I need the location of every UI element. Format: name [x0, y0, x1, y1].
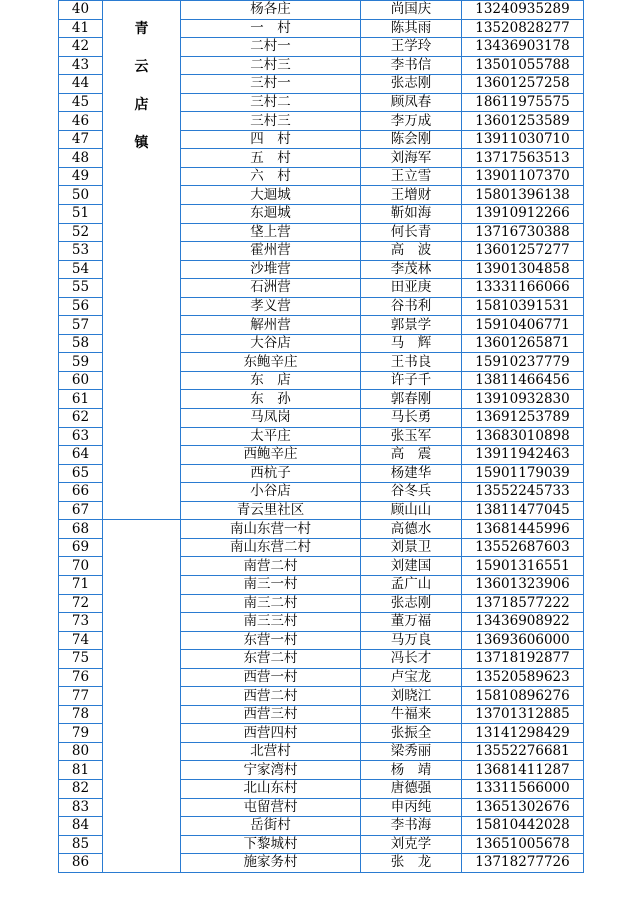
phone-number: 13910932830	[462, 390, 584, 409]
phone-number: 13436908922	[462, 613, 584, 632]
village-name: 北山东村	[181, 779, 361, 798]
village-name: 北营村	[181, 742, 361, 761]
phone-number: 13716730388	[462, 223, 584, 242]
phone-number: 13552276681	[462, 742, 584, 761]
row-number: 60	[59, 371, 103, 390]
town-cell	[103, 520, 181, 872]
village-name: 下黎城村	[181, 835, 361, 854]
phone-number: 13681445996	[462, 520, 584, 539]
village-name: 解州营	[181, 316, 361, 335]
village-name: 东营一村	[181, 631, 361, 650]
row-number: 75	[59, 650, 103, 669]
village-name: 二村一	[181, 38, 361, 57]
village-name: 三村三	[181, 112, 361, 131]
village-name: 南三二村	[181, 594, 361, 613]
phone-number: 15901179039	[462, 464, 584, 483]
row-number: 56	[59, 297, 103, 316]
contact-person: 李茂林	[361, 260, 462, 279]
contact-person: 高 震	[361, 446, 462, 465]
phone-number: 13901107370	[462, 167, 584, 186]
row-number: 40	[59, 1, 103, 20]
row-number: 57	[59, 316, 103, 335]
phone-number: 13693606000	[462, 631, 584, 650]
row-number: 48	[59, 149, 103, 168]
phone-number: 13501055788	[462, 56, 584, 75]
row-number: 69	[59, 538, 103, 557]
contact-person: 王书良	[361, 353, 462, 372]
row-number: 84	[59, 817, 103, 836]
row-number: 50	[59, 186, 103, 205]
row-number: 80	[59, 742, 103, 761]
town-name-char: 青	[134, 21, 149, 37]
phone-number: 15810391531	[462, 297, 584, 316]
village-name: 南山东营一村	[181, 520, 361, 539]
village-name: 沙堆营	[181, 260, 361, 279]
village-contact-table	[58, 0, 584, 873]
phone-number: 13910912266	[462, 205, 584, 224]
village-name: 东 孙	[181, 390, 361, 409]
contact-person: 孟广山	[361, 575, 462, 594]
contact-person: 张志刚	[361, 594, 462, 613]
phone-number: 18611975575	[462, 93, 584, 112]
contact-person: 张振全	[361, 724, 462, 743]
phone-number: 13911942463	[462, 446, 584, 465]
contact-person: 郭景学	[361, 316, 462, 335]
phone-number: 13601323906	[462, 575, 584, 594]
village-name: 小谷店	[181, 483, 361, 502]
row-number: 74	[59, 631, 103, 650]
phone-number: 13601257277	[462, 242, 584, 261]
phone-number: 13701312885	[462, 705, 584, 724]
village-name: 三村二	[181, 93, 361, 112]
row-number: 65	[59, 464, 103, 483]
village-name: 三村一	[181, 75, 361, 94]
village-name: 西鲍辛庄	[181, 446, 361, 465]
row-number: 63	[59, 427, 103, 446]
village-name: 东迴城	[181, 205, 361, 224]
phone-number: 15810896276	[462, 687, 584, 706]
row-number: 49	[59, 167, 103, 186]
village-name: 西营三村	[181, 705, 361, 724]
phone-number: 15901316551	[462, 557, 584, 576]
village-name: 宁家湾村	[181, 761, 361, 780]
contact-person: 马万良	[361, 631, 462, 650]
village-name: 六 村	[181, 167, 361, 186]
contact-person: 高 波	[361, 242, 462, 261]
row-number: 82	[59, 779, 103, 798]
contact-person: 刘海军	[361, 149, 462, 168]
row-number: 76	[59, 668, 103, 687]
contact-person: 许子千	[361, 371, 462, 390]
contact-person: 张 龙	[361, 854, 462, 873]
row-number: 78	[59, 705, 103, 724]
village-name: 大迴城	[181, 186, 361, 205]
contact-person: 张志刚	[361, 75, 462, 94]
village-name: 孝义营	[181, 297, 361, 316]
row-number: 81	[59, 761, 103, 780]
phone-number: 13651302676	[462, 798, 584, 817]
village-name: 西营四村	[181, 724, 361, 743]
village-name: 东 店	[181, 371, 361, 390]
village-name: 南三一村	[181, 575, 361, 594]
row-number: 64	[59, 446, 103, 465]
row-number: 46	[59, 112, 103, 131]
contact-person: 李书海	[361, 817, 462, 836]
village-name: 太平庄	[181, 427, 361, 446]
contact-person: 尚国庆	[361, 1, 462, 20]
row-number: 71	[59, 575, 103, 594]
village-name: 南三三村	[181, 613, 361, 632]
contact-person: 马长勇	[361, 409, 462, 428]
town-cell	[103, 1, 181, 520]
row-number: 41	[59, 19, 103, 38]
row-number: 54	[59, 260, 103, 279]
row-number: 72	[59, 594, 103, 613]
phone-number: 13651005678	[462, 835, 584, 854]
phone-number: 13601265871	[462, 334, 584, 353]
phone-number: 13718577222	[462, 594, 584, 613]
phone-number: 15910406771	[462, 316, 584, 335]
village-name: 岳街村	[181, 817, 361, 836]
village-name: 石洲营	[181, 279, 361, 298]
contact-person: 何长青	[361, 223, 462, 242]
contact-person: 王学玲	[361, 38, 462, 57]
contact-person: 李书信	[361, 56, 462, 75]
contact-person: 靳如海	[361, 205, 462, 224]
roster-document	[58, 0, 583, 873]
row-number: 43	[59, 56, 103, 75]
table-row	[59, 520, 584, 539]
phone-number: 13311566000	[462, 779, 584, 798]
row-number: 42	[59, 38, 103, 57]
contact-person: 牛福来	[361, 705, 462, 724]
phone-number: 13601253589	[462, 112, 584, 131]
row-number: 47	[59, 130, 103, 149]
phone-number: 13718277726	[462, 854, 584, 873]
village-name: 施家务村	[181, 854, 361, 873]
contact-person: 王立雪	[361, 167, 462, 186]
row-number: 86	[59, 854, 103, 873]
village-name: 一 村	[181, 19, 361, 38]
village-name: 屯留营村	[181, 798, 361, 817]
phone-number: 13683010898	[462, 427, 584, 446]
contact-person: 高德水	[361, 520, 462, 539]
row-number: 61	[59, 390, 103, 409]
row-number: 73	[59, 613, 103, 632]
phone-number: 13718192877	[462, 650, 584, 669]
village-name: 西营二村	[181, 687, 361, 706]
phone-number: 13141298429	[462, 724, 584, 743]
contact-person: 董万福	[361, 613, 462, 632]
contact-person: 刘晓江	[361, 687, 462, 706]
town-name-char: 镇	[134, 135, 149, 151]
contact-person: 陈其雨	[361, 19, 462, 38]
phone-number: 13240935289	[462, 1, 584, 20]
village-name: 五 村	[181, 149, 361, 168]
village-name: 四 村	[181, 130, 361, 149]
village-name: 东鲍辛庄	[181, 353, 361, 372]
village-name: 南营二村	[181, 557, 361, 576]
phone-number: 13811466456	[462, 371, 584, 390]
phone-number: 15801396138	[462, 186, 584, 205]
phone-number: 15810442028	[462, 817, 584, 836]
phone-number: 13717563513	[462, 149, 584, 168]
row-number: 79	[59, 724, 103, 743]
village-name: 西营一村	[181, 668, 361, 687]
contact-person: 刘克学	[361, 835, 462, 854]
phone-number: 13691253789	[462, 409, 584, 428]
row-number: 85	[59, 835, 103, 854]
row-number: 83	[59, 798, 103, 817]
contact-person: 冯长才	[361, 650, 462, 669]
row-number: 58	[59, 334, 103, 353]
row-number: 66	[59, 483, 103, 502]
town-name	[103, 1, 180, 171]
row-number: 67	[59, 501, 103, 520]
contact-person: 谷冬兵	[361, 483, 462, 502]
row-number: 44	[59, 75, 103, 94]
phone-number: 13681411287	[462, 761, 584, 780]
phone-number: 13520828277	[462, 19, 584, 38]
phone-number: 13552687603	[462, 538, 584, 557]
contact-person: 卢宝龙	[361, 668, 462, 687]
row-number: 77	[59, 687, 103, 706]
contact-person: 田亚庚	[361, 279, 462, 298]
row-number: 68	[59, 520, 103, 539]
village-name: 南山东营二村	[181, 538, 361, 557]
phone-number: 13552245733	[462, 483, 584, 502]
phone-number: 15910237779	[462, 353, 584, 372]
village-name: 马凤岗	[181, 409, 361, 428]
row-number: 52	[59, 223, 103, 242]
contact-person: 张玉军	[361, 427, 462, 446]
town-name-char: 云	[134, 59, 149, 75]
phone-number: 13601257258	[462, 75, 584, 94]
phone-number: 13436903178	[462, 38, 584, 57]
village-name: 垡上营	[181, 223, 361, 242]
contact-person: 马 辉	[361, 334, 462, 353]
row-number: 59	[59, 353, 103, 372]
row-number: 53	[59, 242, 103, 261]
table-body	[59, 1, 584, 873]
row-number: 55	[59, 279, 103, 298]
contact-person: 顾凤春	[361, 93, 462, 112]
contact-person: 刘建国	[361, 557, 462, 576]
contact-person: 申丙纯	[361, 798, 462, 817]
village-name: 东营二村	[181, 650, 361, 669]
contact-person: 唐德强	[361, 779, 462, 798]
row-number: 45	[59, 93, 103, 112]
contact-person: 梁秀丽	[361, 742, 462, 761]
contact-person: 杨 靖	[361, 761, 462, 780]
contact-person: 郭春刚	[361, 390, 462, 409]
contact-person: 杨建华	[361, 464, 462, 483]
village-name: 二村三	[181, 56, 361, 75]
phone-number: 13811477045	[462, 501, 584, 520]
village-name: 霍州营	[181, 242, 361, 261]
contact-person: 谷书利	[361, 297, 462, 316]
phone-number: 13520589623	[462, 668, 584, 687]
village-name: 大谷店	[181, 334, 361, 353]
phone-number: 13901304858	[462, 260, 584, 279]
contact-person: 王增财	[361, 186, 462, 205]
row-number: 62	[59, 409, 103, 428]
village-name: 杨各庄	[181, 1, 361, 20]
town-name-char: 店	[134, 97, 149, 113]
row-number: 51	[59, 205, 103, 224]
phone-number: 13911030710	[462, 130, 584, 149]
contact-person: 李万成	[361, 112, 462, 131]
contact-person: 刘景卫	[361, 538, 462, 557]
village-name: 青云里社区	[181, 501, 361, 520]
phone-number: 13331166066	[462, 279, 584, 298]
row-number: 70	[59, 557, 103, 576]
contact-person: 陈会刚	[361, 130, 462, 149]
village-name: 西杭子	[181, 464, 361, 483]
contact-person: 顾山山	[361, 501, 462, 520]
table-row	[59, 1, 584, 20]
